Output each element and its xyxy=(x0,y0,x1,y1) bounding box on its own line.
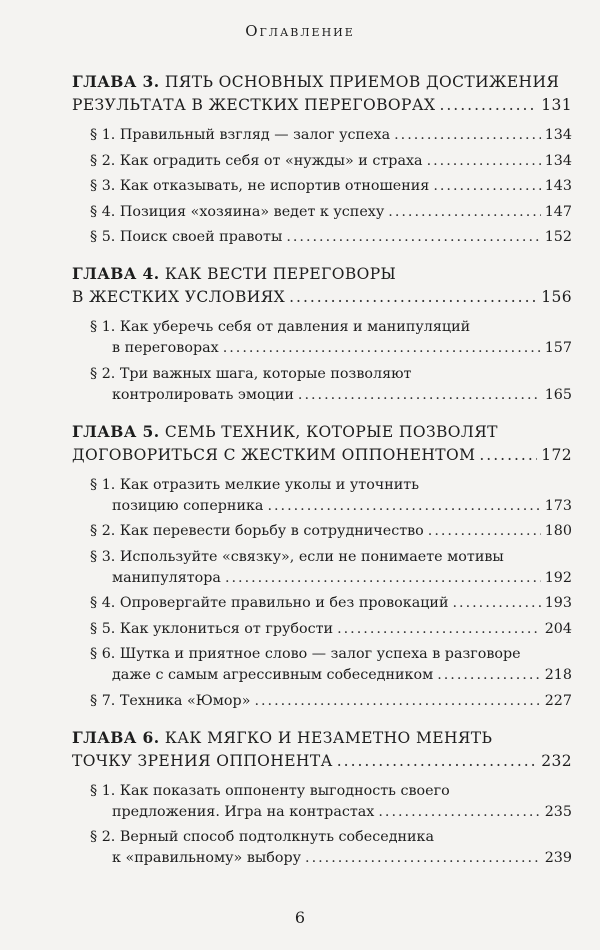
section-entry xyxy=(90,202,572,223)
section-page-number: 173 xyxy=(544,497,572,514)
dot-leader xyxy=(254,691,540,712)
section-title: § 4. Позиция «хозяина» ведет к успеху xyxy=(90,203,385,220)
dot-leader xyxy=(437,665,541,686)
section-title: предложения. Игра на контрастах xyxy=(112,803,375,820)
chapter-title-text: ТОЧКУ ЗРЕНИЯ ОППОНЕНТА xyxy=(72,751,333,770)
page-header: Оглавление xyxy=(245,22,355,40)
section-title-continuation xyxy=(90,385,572,406)
section-title: § 2. Как оградить себя от «нужды» и страха xyxy=(90,152,423,169)
section-title: позицию соперника xyxy=(112,497,264,514)
section-title: контролировать эмоции xyxy=(112,386,294,403)
section-line xyxy=(90,521,572,542)
section-line xyxy=(90,619,572,640)
section-title: § 2. Как перевести борьбу в сотрудничество xyxy=(90,523,424,539)
section-entry xyxy=(90,521,572,542)
section-title-continuation xyxy=(90,338,572,359)
dot-leader xyxy=(378,802,540,823)
section-title: § 5. Как уклониться от грубости xyxy=(90,620,334,637)
chapter-title-text: РЕЗУЛЬТАТА В ЖЕСТКИХ ПЕРЕГОВОРАХ xyxy=(72,96,436,114)
chapter-label: ГЛАВА 4. xyxy=(72,264,160,283)
section-title: § 1. Как показать оппоненту выгодность своего xyxy=(90,782,450,799)
dot-leader xyxy=(388,202,540,223)
section-title: даже с самым агрессивным собеседником xyxy=(112,667,434,683)
section-title: § 3. Как отказывать, не испортив отношения xyxy=(90,178,430,194)
chapter-title-line xyxy=(72,286,572,309)
section-entry xyxy=(90,364,572,406)
chapter-title-line xyxy=(72,750,572,773)
chapter-title-text: ДОГОВОРИТЬСЯ С ЖЕСТКИМ ОППОНЕНТОМ xyxy=(72,445,476,464)
section-title: манипулятора xyxy=(112,569,221,586)
section-entry xyxy=(90,644,572,686)
page-number: 6 xyxy=(294,908,306,927)
chapter-label: ГЛАВА 3. xyxy=(72,72,160,91)
section-line xyxy=(90,691,572,712)
section-title: § 5. Поиск своей правоты xyxy=(90,229,283,245)
chapter-entry xyxy=(72,262,572,406)
section-entry xyxy=(90,317,572,359)
table-of-contents xyxy=(72,70,572,883)
chapter-title-line xyxy=(72,420,572,444)
chapter-title-line xyxy=(72,726,572,750)
section-title: к «правильному» выбору xyxy=(112,850,302,866)
section-line xyxy=(90,593,572,614)
dot-leader xyxy=(223,338,541,359)
section-title: § 7. Техника «Юмор» xyxy=(90,692,251,709)
section-page-number: 218 xyxy=(544,667,572,683)
chapter-entry xyxy=(72,420,572,712)
section-entry xyxy=(90,151,572,172)
section-title: § 6. Шутка и приятное слово — залог успеха в разговоре xyxy=(90,646,521,662)
section-list xyxy=(72,125,572,248)
section-title: § 2. Три важных шага, которые позволяют xyxy=(90,365,412,382)
chapter-title-line xyxy=(72,444,572,467)
section-page-number: 227 xyxy=(544,692,572,709)
section-list xyxy=(72,475,572,712)
section-entry xyxy=(90,125,572,146)
section-title: § 1. Правильный взгляд — залог успеха xyxy=(90,127,391,143)
section-title-continuation xyxy=(90,802,572,823)
section-title: § 4. Опровергайте правильно и без провокаций xyxy=(90,595,449,611)
chapter-title-line xyxy=(72,94,572,117)
section-title: в переговорах xyxy=(112,340,219,356)
chapter-page-number: 131 xyxy=(541,96,572,114)
section-title-continuation xyxy=(90,568,572,589)
section-title: § 1. Как уберечь себя от давления и манипуляций xyxy=(90,319,471,335)
chapter-entry xyxy=(72,70,572,248)
section-title: § 3. Используйте «связку», если не понимаете мотивы xyxy=(90,548,504,565)
chapter-title-text: В ЖЕСТКИХ УСЛОВИЯХ xyxy=(72,288,286,306)
chapter-page-number: 172 xyxy=(541,445,572,464)
dot-leader xyxy=(298,385,541,406)
section-page-number: 239 xyxy=(544,850,572,866)
section-line xyxy=(90,227,572,248)
section-entry xyxy=(90,227,572,248)
chapter-title-line xyxy=(72,262,572,286)
dot-leader xyxy=(267,496,540,517)
section-title-continuation xyxy=(90,665,572,686)
chapter-title-text: КАК МЯГКО И НЕЗАМЕТНО МЕНЯТЬ xyxy=(164,728,493,747)
section-entry xyxy=(90,781,572,823)
dot-leader xyxy=(427,151,541,172)
section-entry xyxy=(90,619,572,640)
section-title-continuation xyxy=(90,848,572,869)
section-page-number: 143 xyxy=(544,178,572,194)
chapter-page-number: 232 xyxy=(541,751,572,770)
section-line xyxy=(90,125,572,146)
section-title-continuation xyxy=(90,496,572,517)
section-list xyxy=(72,781,572,870)
chapter-title-text: КАК ВЕСТИ ПЕРЕГОВОРЫ xyxy=(164,265,397,283)
section-entry xyxy=(90,176,572,197)
chapter-page-number: 156 xyxy=(541,288,572,306)
section-page-number: 157 xyxy=(544,340,572,356)
dot-leader xyxy=(452,593,540,614)
section-line xyxy=(90,202,572,223)
dot-leader xyxy=(394,125,541,146)
chapter-title-text: СЕМЬ ТЕХНИК, КОТОРЫЕ ПОЗВОЛЯТ xyxy=(164,422,498,441)
section-list xyxy=(72,317,572,406)
chapter-label: ГЛАВА 5. xyxy=(72,421,160,441)
section-page-number: 165 xyxy=(544,386,572,403)
section-title: § 1. Как отразить мелкие уколы и уточнить xyxy=(90,476,420,493)
dot-leader xyxy=(433,176,540,197)
chapter-entry xyxy=(72,726,572,870)
section-page-number: 134 xyxy=(544,152,572,169)
section-entry xyxy=(90,593,572,614)
section-entry xyxy=(90,691,572,712)
section-entry xyxy=(90,547,572,589)
dot-leader xyxy=(289,286,537,309)
section-page-number: 204 xyxy=(544,620,572,637)
section-page-number: 152 xyxy=(544,229,572,245)
section-page-number: 147 xyxy=(544,203,572,220)
dot-leader xyxy=(479,444,537,467)
section-page-number: 193 xyxy=(544,595,572,611)
section-entry xyxy=(90,475,572,517)
dot-leader xyxy=(337,619,541,640)
dot-leader xyxy=(286,227,540,248)
chapter-title-text: ПЯТЬ ОСНОВНЫХ ПРИЕМОВ ДОСТИЖЕНИЯ xyxy=(164,73,560,91)
section-page-number: 180 xyxy=(544,523,572,539)
dot-leader xyxy=(439,94,537,117)
section-title: § 2. Верный способ подтолкнуть собеседника xyxy=(90,829,435,845)
dot-leader xyxy=(225,568,541,589)
section-line xyxy=(90,151,572,172)
chapter-title-line xyxy=(72,70,572,94)
section-page-number: 192 xyxy=(544,569,572,586)
section-line xyxy=(90,176,572,197)
dot-leader xyxy=(305,848,541,869)
section-page-number: 235 xyxy=(544,803,572,820)
chapter-label: ГЛАВА 6. xyxy=(72,727,160,747)
section-entry xyxy=(90,827,572,869)
section-page-number: 134 xyxy=(544,127,572,143)
dot-leader xyxy=(337,750,537,773)
dot-leader xyxy=(428,521,541,542)
